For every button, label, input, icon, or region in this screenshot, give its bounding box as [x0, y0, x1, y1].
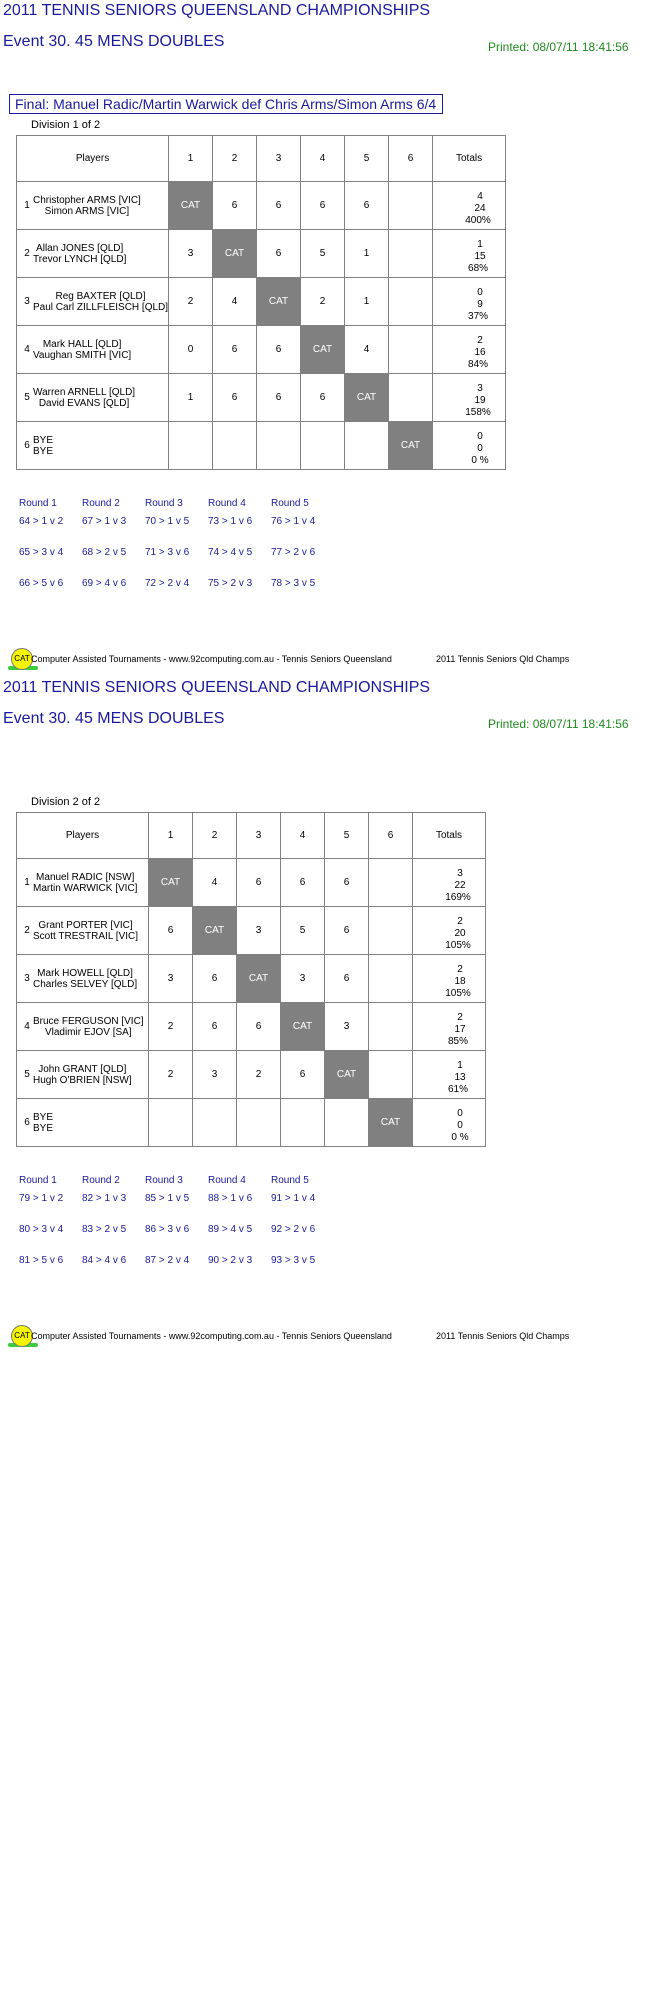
match-entry: 93 > 3 v 5 [271, 1255, 316, 1266]
score-cell: 3 [281, 955, 325, 1003]
match-entry: 79 > 1 v 2 [19, 1193, 64, 1204]
totals-cell [413, 907, 486, 955]
column-header: 2 [193, 813, 237, 859]
cat-cell: CAT [325, 1051, 369, 1099]
table-row [17, 374, 506, 422]
player-name: Warren ARNELL [QLD] [33, 386, 136, 398]
score-cell: 2 [169, 278, 213, 326]
cat-cell: CAT [237, 955, 281, 1003]
totals-cell [433, 182, 506, 230]
player-name: John GRANT [QLD] [38, 1063, 127, 1075]
match-entry: 92 > 2 v 6 [271, 1224, 316, 1235]
round-header: Round 3 [145, 1175, 183, 1186]
event-title: Event 30. 45 MENS DOUBLES [3, 710, 225, 727]
match-entry: 74 > 4 v 5 [208, 547, 253, 558]
score-cell: 2 [301, 278, 345, 326]
match-entry: 71 > 3 v 6 [145, 547, 190, 558]
score-cell: 6 [325, 955, 369, 1003]
round-schedule [19, 1175, 334, 1286]
score-cell [281, 1099, 325, 1147]
table-row [17, 326, 506, 374]
player-cell [17, 1003, 149, 1051]
totals-cell [413, 1003, 486, 1051]
partner-name: BYE [33, 1122, 54, 1134]
table-row [17, 1051, 486, 1099]
match-row [19, 516, 334, 547]
win-percentage: 105% [445, 939, 471, 951]
event-title: Event 30. 45 MENS DOUBLES [3, 33, 225, 50]
player-cell [17, 230, 169, 278]
match-entry: 86 > 3 v 6 [145, 1224, 190, 1235]
score-cell: 6 [213, 374, 257, 422]
cat-cell: CAT [301, 326, 345, 374]
table-row [17, 230, 506, 278]
win-percentage: 105% [445, 987, 471, 999]
page-footer [8, 1323, 628, 1349]
match-entry: 88 > 1 v 6 [208, 1193, 253, 1204]
player-cell [17, 955, 149, 1003]
footer-credit: Computer Assisted Tournaments - www.92computing.com.au - Tennis Seniors Queensland [31, 654, 392, 664]
score-cell [369, 859, 413, 907]
player-name: Mark HALL [QLD] [42, 338, 122, 350]
score-cell: 6 [193, 1003, 237, 1051]
column-header: 5 [345, 136, 389, 182]
table-row [17, 422, 506, 470]
score-cell [389, 230, 433, 278]
match-row [19, 547, 334, 578]
match-entry: 77 > 2 v 6 [271, 547, 316, 558]
score-cell: 6 [301, 374, 345, 422]
cat-logo-icon: CAT [11, 1325, 33, 1347]
score-cell: 0 [169, 326, 213, 374]
footer-event-name: 2011 Tennis Seniors Qld Champs [436, 1331, 570, 1341]
round-robin-grid [16, 812, 486, 1147]
cat-cell: CAT [213, 230, 257, 278]
column-header: 4 [281, 813, 325, 859]
round-header: Round 4 [208, 498, 246, 509]
score-cell: 6 [301, 182, 345, 230]
win-percentage: 0 % [471, 454, 489, 466]
player-name: BYE [33, 434, 54, 446]
totals-cell [433, 230, 506, 278]
cat-cell: CAT [389, 422, 433, 470]
match-entry: 85 > 1 v 5 [145, 1193, 190, 1204]
seed-number: 1 [24, 200, 30, 211]
round-header: Round 2 [82, 1175, 120, 1186]
column-header: 4 [301, 136, 345, 182]
partner-name: Charles SELVEY [QLD] [33, 978, 138, 990]
win-percentage: 84% [468, 358, 489, 370]
matches-won: 0 [457, 1107, 463, 1119]
footer-credit: Computer Assisted Tournaments - www.92computing.com.au - Tennis Seniors Queensland [31, 1331, 392, 1341]
player-cell [17, 422, 169, 470]
seed-number: 5 [24, 392, 30, 403]
score-cell [389, 278, 433, 326]
score-cell [149, 1099, 193, 1147]
round-header: Round 5 [271, 498, 309, 509]
score-cell: 6 [193, 955, 237, 1003]
totals-cell [433, 326, 506, 374]
games-won: 13 [454, 1071, 466, 1083]
player-cell [17, 1051, 149, 1099]
score-cell [237, 1099, 281, 1147]
matches-won: 2 [457, 915, 463, 927]
score-cell [325, 1099, 369, 1147]
score-cell: 2 [237, 1051, 281, 1099]
games-won: 24 [474, 202, 486, 214]
player-name: BYE [33, 1111, 54, 1123]
match-entry: 67 > 1 v 3 [82, 516, 127, 527]
score-cell [389, 182, 433, 230]
cat-cell: CAT [257, 278, 301, 326]
match-entry: 78 > 3 v 5 [271, 578, 316, 589]
table-row [17, 182, 506, 230]
score-cell [193, 1099, 237, 1147]
seed-number: 2 [24, 925, 30, 936]
score-cell: 6 [345, 182, 389, 230]
table-row [17, 278, 506, 326]
table-row [17, 1099, 486, 1147]
cat-cell: CAT [369, 1099, 413, 1147]
round-header: Round 1 [19, 1175, 57, 1186]
score-cell: 6 [237, 859, 281, 907]
score-cell: 5 [281, 907, 325, 955]
matches-won: 2 [477, 334, 483, 346]
score-cell: 1 [169, 374, 213, 422]
column-header: 6 [389, 136, 433, 182]
match-entry: 82 > 1 v 3 [82, 1193, 127, 1204]
games-won: 17 [454, 1023, 466, 1035]
player-name: Mark HOWELL [QLD] [37, 967, 133, 979]
match-entry: 84 > 4 v 6 [82, 1255, 127, 1266]
seed-number: 2 [24, 248, 30, 259]
cat-cell: CAT [169, 182, 213, 230]
player-cell [17, 326, 169, 374]
score-cell: 3 [169, 230, 213, 278]
score-cell: 3 [325, 1003, 369, 1051]
match-entry: 65 > 3 v 4 [19, 547, 64, 558]
partner-name: Hugh O'BRIEN [NSW] [33, 1074, 132, 1086]
win-percentage: 61% [447, 1083, 468, 1095]
score-cell: 6 [325, 907, 369, 955]
score-cell: 6 [257, 374, 301, 422]
score-cell [301, 422, 345, 470]
championship-title: 2011 TENNIS SENIORS QUEENSLAND CHAMPIONSHIPS [3, 679, 431, 696]
score-cell: 6 [325, 859, 369, 907]
matches-won: 2 [457, 963, 463, 975]
grid-header-row [17, 813, 486, 859]
match-entry: 80 > 3 v 4 [19, 1224, 64, 1235]
totals-cell [433, 278, 506, 326]
player-cell [17, 278, 169, 326]
round-header: Round 3 [145, 498, 183, 509]
win-percentage: 68% [468, 262, 489, 274]
score-cell [369, 955, 413, 1003]
match-entry: 76 > 1 v 4 [271, 516, 316, 527]
score-cell: 6 [237, 1003, 281, 1051]
final-result-banner: Final: Manuel Radic/Martin Warwick def Chris Arms/Simon Arms 6/4 [9, 94, 443, 114]
partner-name: Scott TRESTRAIL [VIC] [33, 930, 139, 942]
column-header: 1 [149, 813, 193, 859]
match-entry: 83 > 2 v 5 [82, 1224, 127, 1235]
printed-timestamp: Printed: 08/07/11 18:41:56 [488, 717, 629, 731]
championship-title: 2011 TENNIS SENIORS QUEENSLAND CHAMPIONSHIPS [3, 2, 431, 19]
score-cell: 6 [257, 326, 301, 374]
player-name: Christopher ARMS [VIC] [33, 194, 141, 206]
match-entry: 89 > 4 v 5 [208, 1224, 253, 1235]
score-cell: 5 [301, 230, 345, 278]
seed-number: 1 [24, 877, 30, 888]
score-cell [389, 374, 433, 422]
grid-header-row [17, 136, 506, 182]
cat-logo-icon: CAT [11, 648, 33, 670]
score-cell: 2 [149, 1003, 193, 1051]
seed-number: 5 [24, 1069, 30, 1080]
division-sheet-2 [0, 677, 661, 1347]
score-cell: 3 [149, 955, 193, 1003]
match-row [19, 1255, 334, 1286]
score-cell [169, 422, 213, 470]
column-header: 2 [213, 136, 257, 182]
player-name: Manuel RADIC [NSW] [36, 871, 135, 883]
player-cell [17, 182, 169, 230]
partner-name: Simon ARMS [VIC] [44, 205, 130, 217]
score-cell: 1 [345, 230, 389, 278]
player-cell [17, 907, 149, 955]
match-entry: 69 > 4 v 6 [82, 578, 127, 589]
score-cell: 4 [213, 278, 257, 326]
cat-cell: CAT [149, 859, 193, 907]
win-percentage: 85% [447, 1035, 468, 1047]
matches-won: 2 [457, 1011, 463, 1023]
score-cell: 4 [193, 859, 237, 907]
match-entry: 68 > 2 v 5 [82, 547, 127, 558]
cat-cell: CAT [345, 374, 389, 422]
score-cell: 6 [281, 1051, 325, 1099]
seed-number: 4 [24, 1021, 30, 1032]
round-header: Round 1 [19, 498, 57, 509]
division-label: Division 1 of 2 [31, 119, 101, 131]
partner-name: BYE [33, 445, 54, 457]
match-entry: 90 > 2 v 3 [208, 1255, 253, 1266]
score-cell [369, 907, 413, 955]
score-cell: 6 [257, 230, 301, 278]
totals-cell [433, 374, 506, 422]
partner-name: Paul Carl ZILLFLEISCH [QLD] [33, 301, 169, 313]
cat-cell: CAT [193, 907, 237, 955]
score-cell: 6 [213, 182, 257, 230]
match-entry: 73 > 1 v 6 [208, 516, 253, 527]
totals-cell [413, 955, 486, 1003]
win-percentage: 37% [468, 310, 489, 322]
seed-number: 3 [24, 973, 30, 984]
games-won: 16 [474, 346, 486, 358]
partner-name: Vaughan SMITH [VIC] [33, 349, 132, 361]
table-row [17, 1003, 486, 1051]
matches-won: 1 [457, 1059, 463, 1071]
match-entry: 72 > 2 v 4 [145, 578, 190, 589]
matches-won: 3 [477, 382, 483, 394]
partner-name: Trevor LYNCH [QLD] [33, 253, 127, 265]
games-won: 20 [454, 927, 466, 939]
player-name: Allan JONES [QLD] [36, 242, 124, 254]
match-entry: 75 > 2 v 3 [208, 578, 253, 589]
score-cell [345, 422, 389, 470]
division-label: Division 2 of 2 [31, 796, 101, 808]
games-won: 22 [454, 879, 466, 891]
matches-won: 0 [477, 430, 483, 442]
partner-name: Martin WARWICK [VIC] [33, 882, 138, 894]
page-footer [8, 646, 628, 672]
totals-header: Totals [433, 136, 506, 182]
score-cell: 6 [149, 907, 193, 955]
printed-timestamp: Printed: 08/07/11 18:41:56 [488, 40, 629, 54]
partner-name: David EVANS [QLD] [38, 397, 130, 409]
player-name: Grant PORTER [VIC] [38, 919, 133, 931]
win-percentage: 158% [465, 406, 491, 418]
player-name: Reg BAXTER [QLD] [55, 290, 146, 302]
matches-won: 4 [477, 190, 483, 202]
score-cell [389, 326, 433, 374]
match-row [19, 1224, 334, 1255]
score-cell [369, 1003, 413, 1051]
games-won: 15 [474, 250, 486, 262]
totals-cell [413, 1051, 486, 1099]
round-header: Round 4 [208, 1175, 246, 1186]
seed-number: 4 [24, 344, 30, 355]
column-header: 1 [169, 136, 213, 182]
matches-won: 0 [477, 286, 483, 298]
cat-cell: CAT [281, 1003, 325, 1051]
footer-event-name: 2011 Tennis Seniors Qld Champs [436, 654, 570, 664]
match-row [19, 578, 334, 609]
column-header: 6 [369, 813, 413, 859]
column-header: 3 [237, 813, 281, 859]
totals-header: Totals [413, 813, 486, 859]
totals-cell [413, 1099, 486, 1147]
players-header: Players [17, 813, 149, 859]
table-row [17, 955, 486, 1003]
round-header: Round 5 [271, 1175, 309, 1186]
match-entry: 64 > 1 v 2 [19, 516, 64, 527]
players-header: Players [17, 136, 169, 182]
partner-name: Vladimir EJOV [SA] [44, 1026, 132, 1038]
column-header: 5 [325, 813, 369, 859]
seed-number: 6 [24, 1117, 30, 1128]
win-percentage: 400% [465, 214, 491, 226]
totals-cell [433, 422, 506, 470]
score-cell: 3 [193, 1051, 237, 1099]
round-robin-grid [16, 135, 506, 470]
table-row [17, 859, 486, 907]
match-entry: 87 > 2 v 4 [145, 1255, 190, 1266]
win-percentage: 0 % [451, 1131, 469, 1143]
score-cell: 2 [149, 1051, 193, 1099]
score-cell: 1 [345, 278, 389, 326]
win-percentage: 169% [445, 891, 471, 903]
round-header-row [19, 1175, 334, 1193]
player-cell [17, 1099, 149, 1147]
games-won: 19 [474, 394, 486, 406]
division-sheet-1 [0, 0, 661, 670]
table-row [17, 907, 486, 955]
games-won: 18 [454, 975, 466, 987]
round-schedule [19, 498, 334, 609]
seed-number: 3 [24, 296, 30, 307]
match-entry: 91 > 1 v 4 [271, 1193, 316, 1204]
games-won: 0 [457, 1119, 463, 1131]
games-won: 9 [477, 298, 483, 310]
round-header-row [19, 498, 334, 516]
score-cell: 6 [257, 182, 301, 230]
score-cell: 4 [345, 326, 389, 374]
player-cell [17, 859, 149, 907]
score-cell [213, 422, 257, 470]
score-cell: 6 [281, 859, 325, 907]
score-cell [369, 1051, 413, 1099]
match-entry: 81 > 5 v 6 [19, 1255, 64, 1266]
matches-won: 3 [457, 867, 463, 879]
matches-won: 1 [477, 238, 483, 250]
player-name: Bruce FERGUSON [VIC] [33, 1015, 144, 1027]
totals-cell [413, 859, 486, 907]
score-cell [257, 422, 301, 470]
match-row [19, 1193, 334, 1224]
round-header: Round 2 [82, 498, 120, 509]
column-header: 3 [257, 136, 301, 182]
seed-number: 6 [24, 440, 30, 451]
match-entry: 66 > 5 v 6 [19, 578, 64, 589]
score-cell: 6 [213, 326, 257, 374]
match-entry: 70 > 1 v 5 [145, 516, 190, 527]
games-won: 0 [477, 442, 483, 454]
score-cell: 3 [237, 907, 281, 955]
player-cell [17, 374, 169, 422]
